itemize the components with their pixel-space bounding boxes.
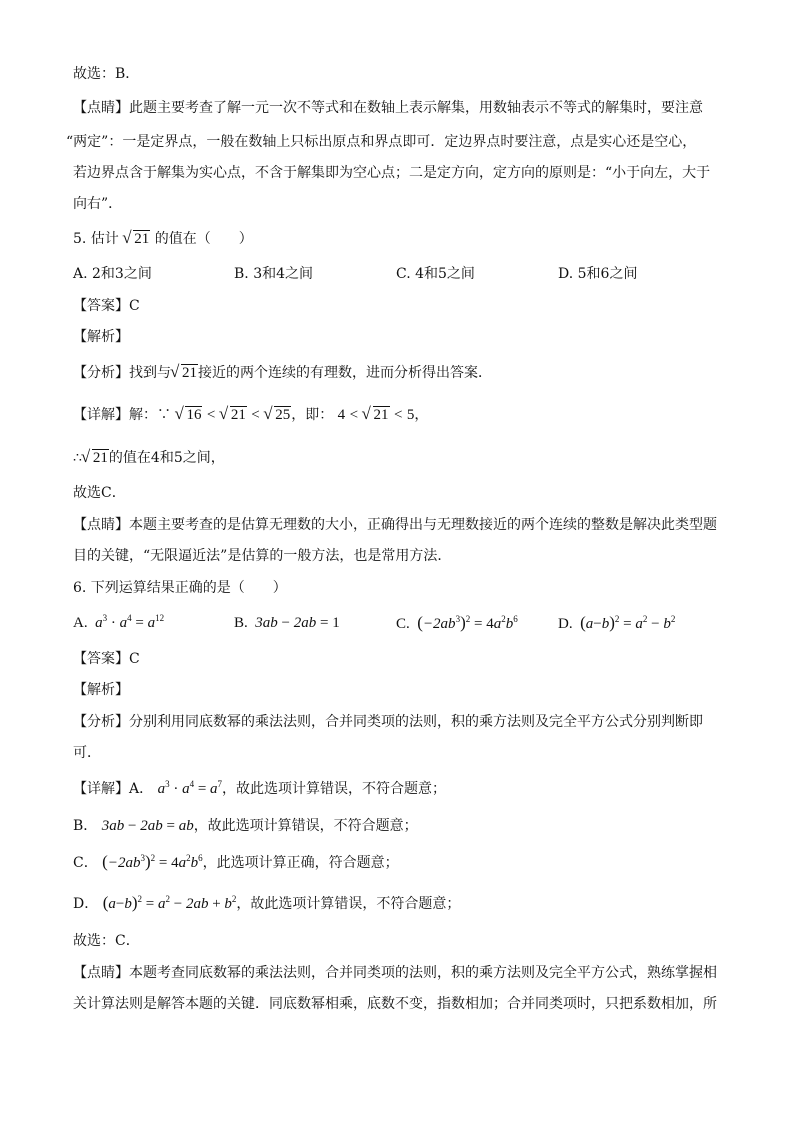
q6-option-d: D. $(a-b)^2 = a^2 - b^2$ bbox=[558, 613, 676, 632]
sqrt-21: √ 21 bbox=[172, 363, 198, 383]
q5-fenxi: 【分析】找到与√ 21接近的两个连续的有理数，进而分析得出答案． bbox=[73, 363, 492, 383]
q5-answer: 【答案】C bbox=[73, 298, 140, 314]
q6-answer: 【答案】C bbox=[73, 651, 140, 667]
q6-detail-d: D． $(a-b)^2 = a^2 - 2ab + b^2$，故此选项计算错误，不符合题意； bbox=[73, 893, 461, 912]
q6-fenxi-line-1: 【分析】分别利用同底数幂的乘法法则，合并同类项的法则，积的乘方法则及完全平方公式分别判断即 bbox=[73, 714, 703, 730]
q6-detail-c: C． $(-2ab^3)^2 = 4a^2b^6$，此选项计算正确，符合题意； bbox=[73, 852, 399, 871]
q5-option-a: A. 2和3之间 bbox=[73, 266, 152, 282]
sqrt-25: √ 25 bbox=[265, 405, 291, 425]
q5-choose: 故选C． bbox=[73, 485, 126, 501]
q6-comment-line-2: 关计算法则是解答本题的关键．同底数幂相乘，底数不变，指数相加；合并同类项时，只把系数相加，所 bbox=[73, 996, 717, 1012]
comment-paragraph-line-1: 【点睛】此题主要考查了解一元一次不等式和在数轴上表示解集，用数轴表示不等式的解集时，要注意 bbox=[73, 100, 703, 116]
q6-option-a: A. $a^3 \cdot a^4 = a^{12}$ bbox=[73, 613, 165, 631]
q5-option-b: B. 3和4之间 bbox=[234, 266, 314, 282]
q5-comment-line-1: 【点睛】本题主要考查的是估算无理数的大小，正确得出与无理数接近的两个连续的整数是解决此类型题 bbox=[73, 517, 717, 533]
comment-paragraph-line-4: 向右”． bbox=[73, 196, 123, 212]
q6-choose: 故选：C． bbox=[73, 933, 140, 949]
comment-paragraph-line-2: “两定”：一是定界点，一般在数轴上只标出原点和界点即可．定边界点时要注意，点是实心还是空心， bbox=[66, 134, 697, 150]
question-6-title: 6. 下列运算结果正确的是（ ） bbox=[73, 580, 287, 596]
sqrt-21: √ 21 bbox=[83, 448, 109, 468]
question-5-title bbox=[73, 229, 253, 249]
sqrt-16: √ 16 bbox=[176, 405, 202, 425]
q5-prefix: 5. 估计 bbox=[73, 231, 119, 247]
q6-analysis-heading: 【解析】 bbox=[73, 682, 129, 698]
q6-detail-a: 【详解】A． $a^3 \cdot a^4 = a^7$，故此选项计算错误，不符合题意； bbox=[73, 779, 447, 797]
q5-option-d: D. 5和6之间 bbox=[558, 266, 638, 282]
q5-detail: 【详解】解：∵ √ 16 < √ 21 < √ 25，即： 4 < √ 21 < 5， bbox=[73, 405, 428, 425]
q6-detail-b: B． 3ab − 2ab = ab，故此选项计算错误，不符合题意； bbox=[73, 818, 418, 834]
q6-option-b: B. 3ab − 2ab = 1 bbox=[234, 615, 340, 631]
q5-therefore: ∴√ 21的值在4和5之间， bbox=[73, 448, 225, 468]
sqrt-21: √ 21 bbox=[364, 405, 390, 425]
comment-paragraph-line-3: 若边界点含于解集为实心点，不含于解集即为空心点；二是定方向，定方向的原则是：“小于向左，大于 bbox=[73, 165, 711, 181]
q6-comment-line-1: 【点睛】本题考查同底数幂的乘法法则，合并同类项的法则，积的乘方法则及完全平方公式，熟练掌握相 bbox=[73, 965, 717, 981]
q5-option-c: C. 4和5之间 bbox=[396, 266, 475, 282]
q5-suffix: 的值在（ ） bbox=[154, 231, 253, 247]
sqrt-21: √ 21 bbox=[124, 229, 150, 249]
q6-fenxi-line-2: 可． bbox=[73, 745, 101, 761]
q6-option-c: C. $(-2ab^3)^2 = 4a^2b^6$ bbox=[396, 613, 518, 632]
answer-choice-line: 故选：B． bbox=[73, 66, 140, 82]
q5-comment-line-2: 目的关键，“无限逼近法”是估算的一般方法，也是常用方法． bbox=[73, 548, 452, 564]
sqrt-21: √ 21 bbox=[221, 405, 247, 425]
q5-analysis-heading: 【解析】 bbox=[73, 329, 129, 345]
